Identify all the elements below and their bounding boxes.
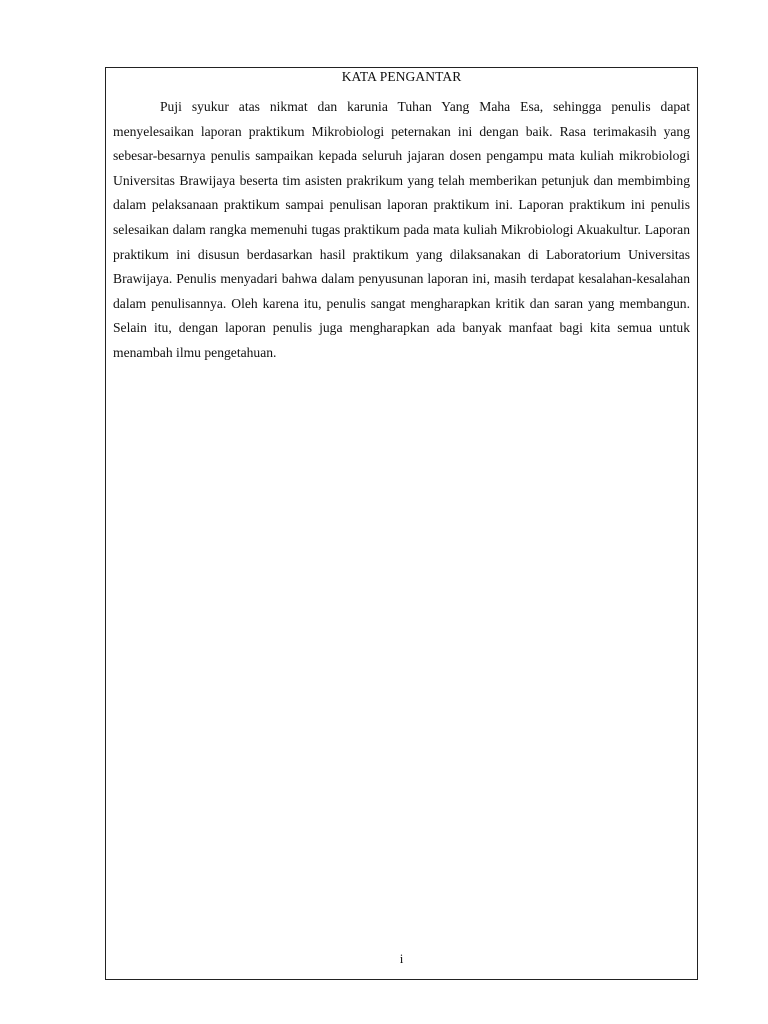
page-title: KATA PENGANTAR <box>341 69 462 84</box>
page-body <box>113 95 690 366</box>
page-border-frame <box>105 67 698 980</box>
page-number: i <box>399 951 404 966</box>
body-paragraph: Puji syukur atas nikmat dan karunia Tuhan Yang Maha Esa, sehingga penulis dapat menyelesaikan laporan praktikum Mikrobiologi peternakan ini dengan baik. Rasa terimakasih yang sebesar-besarnya penulis sampaikan kepada seluruh jajaran dosen pengampu mata kuliah mikrobiologi Universitas Brawijaya beserta tim asisten prakrikum yang telah memberikan petunjuk dan membimbing dalam pelaksanaan praktikum sampai penulisan laporan praktikum ini. Laporan praktikum ini penulis selesaikan dalam rangka memenuhi tugas praktikum pada mata kuliah Mikrobiologi Akuakultur. Laporan praktikum ini disusun berdasarkan hasil praktikum yang dilaksanakan di Laboratorium Universitas Brawijaya. Penulis menyadari bahwa dalam penyusunan laporan ini, masih terdapat kesalahan-kesalahan dalam penulisannya. Oleh karena itu, penulis sangat mengharapkan kritik dan saran yang membangun. Selain itu, dengan laporan penulis juga mengharapkan ada banyak manfaat bagi kita semua untuk menambah ilmu pengetahuan. <box>113 99 690 360</box>
